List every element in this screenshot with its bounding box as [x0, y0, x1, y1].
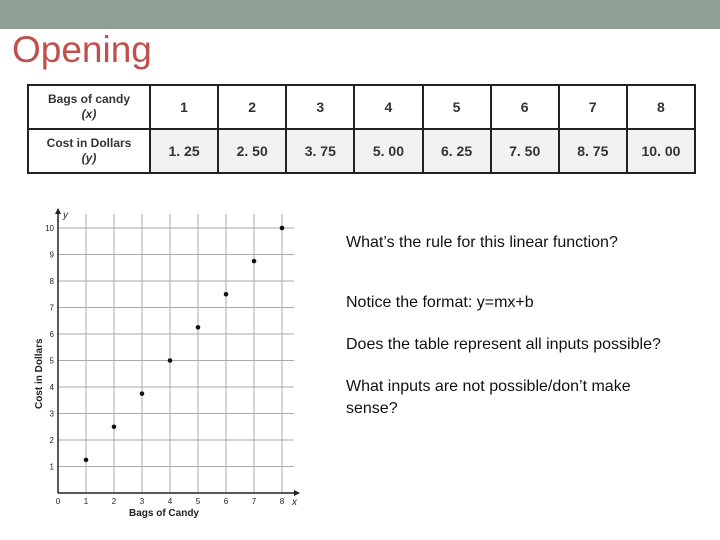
table-cell: 8. 75 — [559, 129, 627, 173]
y-tick-label: 3 — [49, 409, 54, 419]
table-cell: 2 — [218, 85, 286, 129]
data-point — [252, 259, 257, 264]
y-tick-label: 4 — [49, 383, 54, 392]
x-tick-label: 1 — [83, 497, 89, 506]
row-header-cost — [28, 129, 150, 173]
row-header-label: Bags of candy — [47, 92, 131, 106]
question-format: Notice the format: y=mx+b — [346, 294, 534, 311]
row-header-bags — [28, 85, 150, 129]
y-tick-label: 9 — [49, 250, 54, 260]
y-tick-label: 6 — [49, 330, 54, 339]
table-cell: 1 — [150, 85, 218, 129]
row-header-variable: (y) — [81, 151, 97, 165]
x-tick-label: 8 — [279, 497, 285, 506]
x-tick-label: 5 — [195, 497, 201, 506]
row-header-variable: (x) — [81, 107, 97, 121]
data-point — [280, 226, 285, 231]
data-point — [112, 424, 117, 429]
x-tick-label: 6 — [223, 497, 229, 506]
x-tick-label: 0 — [55, 497, 61, 506]
y-tick-label: 10 — [45, 224, 54, 233]
table-cell: 5. 00 — [354, 129, 422, 173]
table-cell: 4 — [354, 85, 422, 129]
y-tick-label: 2 — [49, 436, 54, 445]
y-tick-label: 7 — [49, 303, 54, 313]
x-tick-label: 7 — [251, 497, 257, 506]
x-tick-label: 2 — [111, 497, 117, 506]
table-cell: 5 — [423, 85, 491, 129]
x-axis-label: Bags of Candy — [128, 508, 200, 519]
question-sense: What inputs are not possible/don’t make sense? — [346, 378, 631, 417]
table-cell: 7 — [559, 85, 627, 129]
table-cell: 1. 25 — [150, 129, 218, 173]
data-point — [168, 358, 173, 363]
data-point — [196, 325, 201, 330]
y-axis-arrow — [55, 208, 61, 214]
table-row-cost — [28, 129, 695, 173]
y-axis-letter: y — [63, 210, 68, 221]
x-tick-label: 3 — [139, 497, 145, 506]
table-cell: 10. 00 — [627, 129, 695, 173]
row-header-label: Cost in Dollars — [46, 136, 132, 150]
question-rule: What’s the rule for this linear function? — [346, 234, 618, 251]
candy-cost-table — [27, 84, 696, 174]
y-tick-label: 8 — [49, 277, 54, 286]
question-inputs: Does the table represent all inputs possible? — [346, 336, 661, 353]
slide-title: Opening — [12, 29, 152, 70]
table-cell: 2. 50 — [218, 129, 286, 173]
data-point — [224, 292, 229, 297]
x-axis-arrow — [294, 490, 300, 496]
y-axis-label: Cost in Dollars — [34, 338, 45, 410]
table-row-bags — [28, 85, 695, 129]
data-point — [140, 391, 145, 396]
scatter-plot — [30, 195, 305, 520]
table-cell: 7. 50 — [491, 129, 559, 173]
data-point — [84, 458, 89, 463]
y-tick-label: 1 — [49, 462, 54, 472]
x-tick-label: 4 — [167, 497, 173, 506]
table-cell: 3 — [286, 85, 354, 129]
slide-top-bar — [0, 0, 720, 29]
table-cell: 6 — [491, 85, 559, 129]
y-tick-label: 5 — [49, 356, 54, 366]
x-axis-letter: x — [292, 497, 297, 508]
table-cell: 8 — [627, 85, 695, 129]
discussion-questions — [346, 232, 686, 420]
table-cell: 3. 75 — [286, 129, 354, 173]
table-cell: 6. 25 — [423, 129, 491, 173]
